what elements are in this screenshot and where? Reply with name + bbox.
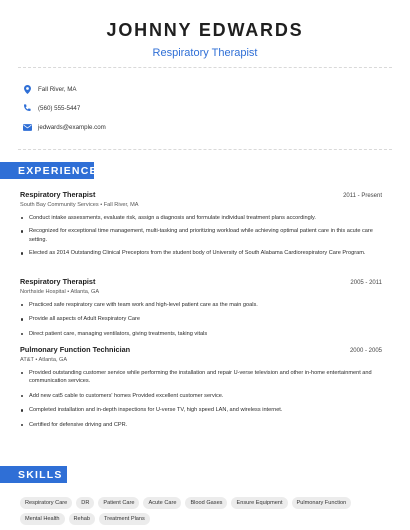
job-organization: Northside Hospital • Atlanta, GA	[20, 289, 100, 295]
skill-chip: Mental Health	[20, 513, 65, 525]
job-entry	[20, 345, 382, 429]
email-icon	[22, 122, 32, 132]
job-entry	[20, 277, 382, 338]
job-organization: South Bay Community Services • Fall River, MA	[20, 202, 139, 208]
skill-chip: Patient Care	[98, 497, 139, 509]
job-bullets	[20, 369, 382, 429]
bullet-item: Recognized for exceptional time management, multi-tasking and prioritizing workload while achieving optimal patient care in this acute care setting.	[20, 227, 382, 244]
bullet-item: Add new cat5 cable to customers' homes Provided excellent customer service.	[20, 392, 382, 400]
job-organization: AT&T • Atlanta, GA	[20, 357, 68, 363]
contact-email-text: jedwards@example.com	[38, 123, 106, 131]
skill-chip: Pulmonary Function	[292, 497, 352, 509]
job-bullets	[20, 214, 382, 258]
phone-icon	[22, 103, 32, 113]
skill-chip: Blood Gases	[185, 497, 227, 509]
skill-chip: Acute Care	[143, 497, 181, 509]
job-dates: 2000 - 2005	[349, 348, 382, 354]
contact-phone-text: (560) 555-5447	[38, 104, 81, 112]
bullet-item: Completed installation and in-depth inspections for U-verse TV, high speed LAN, and wireless internet.	[20, 406, 382, 414]
bullet-item: Practiced safe respiratory care with team work and high-level patient care as the main goals.	[20, 301, 382, 309]
bullet-item: Provided outstanding customer service while performing the installation and repair U-verse television and other in-home entertainment and communication services.	[20, 369, 382, 386]
job-dates: 2011 - Present	[343, 193, 382, 199]
contact-location-text: Fall River, MA	[38, 85, 77, 93]
skill-chip: Rehab	[69, 513, 95, 525]
bullet-item: Direct patient care, managing ventilators, giving treatments, taking vitals	[20, 330, 382, 338]
experience-heading: EXPERIENCE	[0, 162, 94, 179]
job-dates: 2005 - 2011	[350, 280, 382, 286]
job-bullets	[20, 301, 382, 338]
job-entry	[20, 190, 382, 258]
header-divider	[18, 67, 392, 68]
bullet-item: Conduct intake assessments, evaluate risk, assign a diagnosis and formulate individual treatment plans accordingly.	[20, 214, 382, 222]
skills-list	[20, 497, 394, 525]
contact-location	[22, 80, 106, 98]
skills-heading: SKILLS	[0, 466, 67, 483]
location-pin-icon	[22, 84, 32, 94]
skill-chip: DR	[76, 497, 94, 509]
candidate-name: JOHNNY EDWARDS	[106, 20, 304, 40]
skill-chip: Treatment Plans	[99, 513, 150, 525]
candidate-role: Respiratory Therapist	[152, 47, 258, 59]
job-title: Respiratory Therapist	[20, 190, 96, 199]
job-title: Pulmonary Function Technician	[20, 345, 131, 354]
skill-chip: Ensure Equipment	[231, 497, 287, 509]
contact-phone	[22, 99, 106, 117]
bullet-item: Elected as 2014 Outstanding Clinical Preceptors from the student body of University of South Alabama Cardiorespiratory Care Program.	[20, 249, 382, 257]
bullet-item: Provide all aspects of Adult Respiratory Care	[20, 315, 382, 323]
resume-header	[0, 0, 410, 60]
job-title: Respiratory Therapist	[20, 277, 96, 286]
skill-chip: Respiratory Care	[20, 497, 72, 509]
contact-email	[22, 118, 106, 136]
contact-list	[22, 80, 106, 137]
bullet-item: Certified for defensive driving and CPR.	[20, 421, 382, 429]
contact-divider	[18, 149, 392, 150]
